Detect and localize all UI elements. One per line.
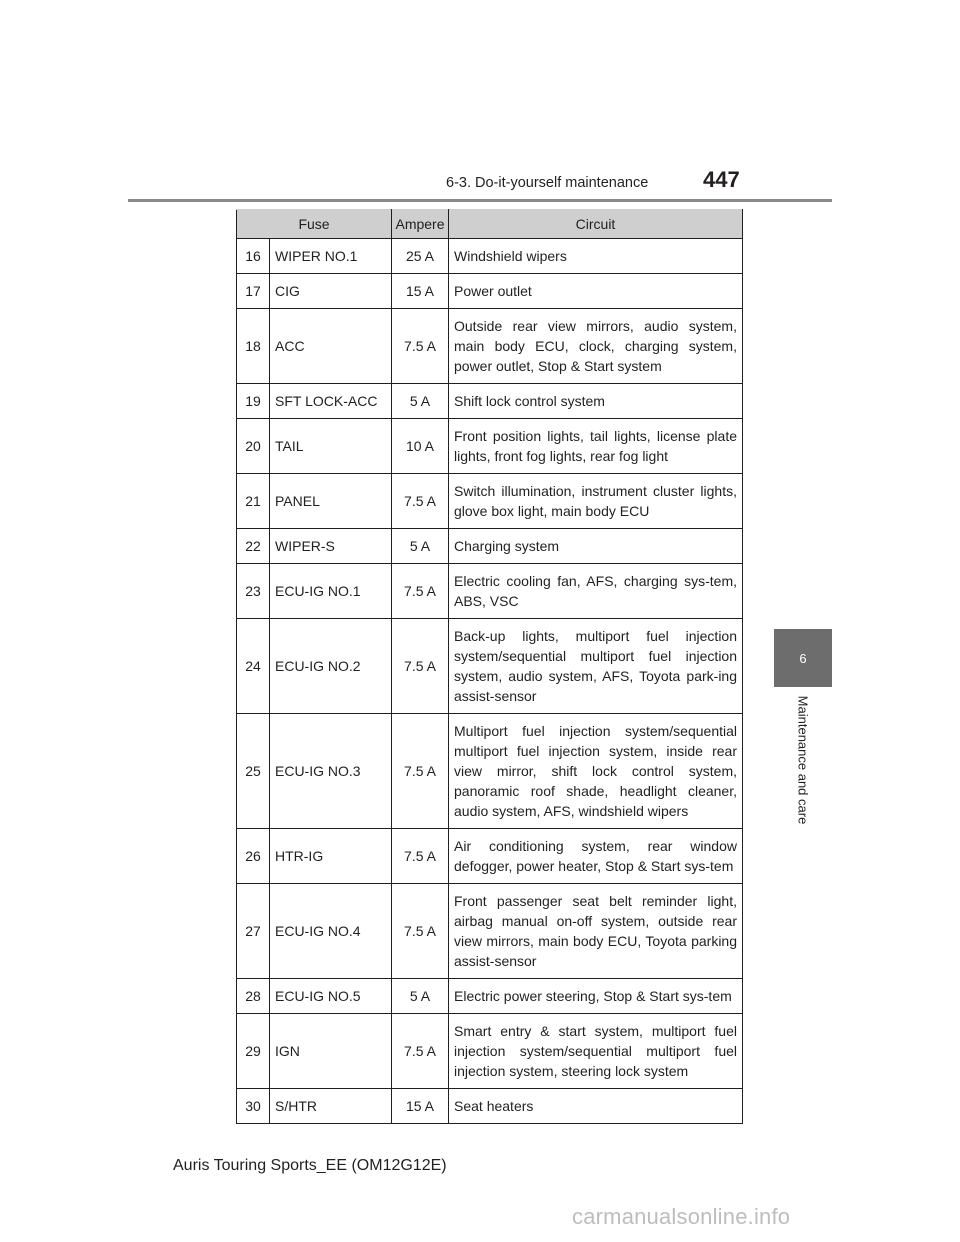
watermark: carmanualsonline.info [572, 1204, 791, 1229]
fuse-number-cell: 27 [237, 884, 270, 979]
chapter-label: Maintenance and care [795, 695, 811, 825]
fuse-table-body [237, 239, 743, 1124]
table-row [237, 884, 743, 979]
circuit-cell: Smart entry & start system, multiport fuel injection system/sequential multiport fuel injection system, steering lock system [449, 1014, 743, 1089]
fuse-number-cell: 18 [237, 309, 270, 384]
ampere-cell: 25 A [392, 239, 449, 274]
ampere-cell: 7.5 A [392, 1014, 449, 1089]
column-header-ampere: Ampere [392, 210, 449, 239]
table-row [237, 619, 743, 714]
fuse-name-cell: CIG [270, 274, 392, 309]
fuse-name-cell: PANEL [270, 474, 392, 529]
ampere-cell: 5 A [392, 384, 449, 419]
fuse-number-cell: 25 [237, 714, 270, 829]
fuse-number-cell: 17 [237, 274, 270, 309]
ampere-cell: 7.5 A [392, 714, 449, 829]
table-row [237, 419, 743, 474]
fuse-name-cell: ECU-IG NO.5 [270, 979, 392, 1014]
circuit-cell: Charging system [449, 529, 743, 564]
ampere-cell: 7.5 A [392, 619, 449, 714]
page-number: 447 [703, 167, 740, 192]
fuse-name-cell: HTR-IG [270, 829, 392, 884]
fuse-number-cell: 26 [237, 829, 270, 884]
fuse-number-cell: 23 [237, 564, 270, 619]
fuse-number-cell: 21 [237, 474, 270, 529]
table-row [237, 474, 743, 529]
fuse-name-cell: ECU-IG NO.3 [270, 714, 392, 829]
circuit-cell: Outside rear view mirrors, audio system, main body ECU, clock, charging system, power outlet, Stop & Start system [449, 309, 743, 384]
fuse-name-cell: SFT LOCK-ACC [270, 384, 392, 419]
table-row [237, 384, 743, 419]
ampere-cell: 7.5 A [392, 884, 449, 979]
fuse-name-cell: ACC [270, 309, 392, 384]
fuse-name-cell: WIPER-S [270, 529, 392, 564]
ampere-cell: 7.5 A [392, 474, 449, 529]
fuse-name-cell: ECU-IG NO.4 [270, 884, 392, 979]
fuse-number-cell: 19 [237, 384, 270, 419]
fuse-name-cell: ECU-IG NO.2 [270, 619, 392, 714]
fuse-name-cell: WIPER NO.1 [270, 239, 392, 274]
fuse-number-cell: 28 [237, 979, 270, 1014]
ampere-cell: 5 A [392, 979, 449, 1014]
ampere-cell: 15 A [392, 1089, 449, 1124]
table-row [237, 1089, 743, 1124]
fuse-number-cell: 30 [237, 1089, 270, 1124]
circuit-cell: Front passenger seat belt reminder light, airbag manual on-off system, outside rear view mirrors, main body ECU, Toyota parking assist-sensor [449, 884, 743, 979]
ampere-cell: 5 A [392, 529, 449, 564]
circuit-cell: Front position lights, tail lights, license plate lights, front fog lights, rear fog light [449, 419, 743, 474]
footer-model: Auris Touring Sports_EE (OM12G12E) [173, 1157, 447, 1174]
section-title: 6-3. Do-it-yourself maintenance [446, 175, 649, 191]
circuit-cell: Windshield wipers [449, 239, 743, 274]
table-row [237, 829, 743, 884]
fuse-number-cell: 22 [237, 529, 270, 564]
chapter-number: 6 [799, 650, 807, 666]
ampere-cell: 15 A [392, 274, 449, 309]
table-row [237, 1014, 743, 1089]
ampere-cell: 7.5 A [392, 309, 449, 384]
circuit-cell: Power outlet [449, 274, 743, 309]
circuit-cell: Shift lock control system [449, 384, 743, 419]
fuse-table [236, 209, 743, 1124]
chapter-tab [774, 629, 832, 687]
ampere-cell: 7.5 A [392, 564, 449, 619]
column-header-fuse: Fuse [237, 210, 392, 239]
circuit-cell: Electric power steering, Stop & Start sys-tem [449, 979, 743, 1014]
fuse-name-cell: S/HTR [270, 1089, 392, 1124]
circuit-cell: Back-up lights, multiport fuel injection system/sequential multiport fuel injection system, audio system, AFS, Toyota park-ing assist-sensor [449, 619, 743, 714]
table-row [237, 239, 743, 274]
fuse-name-cell: IGN [270, 1014, 392, 1089]
circuit-cell: Seat heaters [449, 1089, 743, 1124]
table-header-row [237, 210, 743, 239]
table-row [237, 309, 743, 384]
table-row [237, 274, 743, 309]
header-divider [128, 199, 832, 202]
ampere-cell: 7.5 A [392, 829, 449, 884]
fuse-name-cell: TAIL [270, 419, 392, 474]
ampere-cell: 10 A [392, 419, 449, 474]
fuse-number-cell: 20 [237, 419, 270, 474]
fuse-number-cell: 16 [237, 239, 270, 274]
column-header-circuit: Circuit [449, 210, 743, 239]
circuit-cell: Air conditioning system, rear window defogger, power heater, Stop & Start sys-tem [449, 829, 743, 884]
fuse-name-cell: ECU-IG NO.1 [270, 564, 392, 619]
fuse-number-cell: 29 [237, 1014, 270, 1089]
table-row [237, 529, 743, 564]
table-row [237, 564, 743, 619]
circuit-cell: Switch illumination, instrument cluster lights, glove box light, main body ECU [449, 474, 743, 529]
circuit-cell: Multiport fuel injection system/sequential multiport fuel injection system, inside rear view mirror, shift lock control system, panoramic roof shade, headlight cleaner, audio system, AFS, windshield wipers [449, 714, 743, 829]
circuit-cell: Electric cooling fan, AFS, charging sys-tem, ABS, VSC [449, 564, 743, 619]
fuse-number-cell: 24 [237, 619, 270, 714]
table-row [237, 979, 743, 1014]
table-row [237, 714, 743, 829]
